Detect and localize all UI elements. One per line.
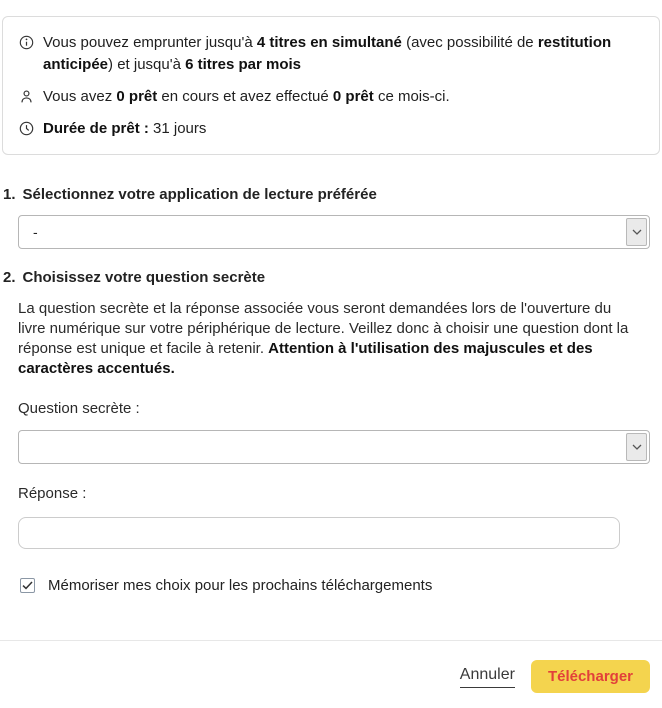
step2-number: 2. — [3, 269, 16, 286]
step1-title: Sélectionnez votre application de lecture préférée — [22, 186, 377, 203]
step2-title: Choisissez votre question secrète — [22, 269, 266, 286]
answer-input[interactable] — [18, 517, 620, 549]
loan-duration-line — [19, 118, 643, 140]
download-button[interactable]: Télécharger — [531, 660, 650, 693]
reading-app-select[interactable] — [19, 216, 649, 248]
secret-question-description: La question secrète et la réponse associée vous seront demandées lors de l'ouverture du livre numérique sur votre périphérique de lecture. Veillez donc à choisir une question dont la réponse est unique et facile à retenir. Attention à l'utilisation des majuscules et des caractères accentués. — [18, 300, 629, 377]
loan-info-box — [2, 16, 660, 155]
step1-heading — [3, 186, 650, 203]
loan-duration-text: Durée de prêt : 31 jours — [43, 120, 207, 137]
memorize-choices-row[interactable] — [20, 577, 650, 594]
cancel-button[interactable]: Annuler — [460, 666, 515, 688]
secret-question-select[interactable] — [19, 431, 649, 463]
info-icon — [19, 35, 34, 50]
step2-heading — [3, 269, 650, 286]
secret-question-label: Question secrète : — [18, 400, 140, 417]
current-loans-text: Vous avez 0 prêt en cours et avez effectué 0 prêt ce mois-ci. — [43, 88, 450, 105]
answer-label: Réponse : — [18, 485, 87, 502]
reading-app-select-wrap — [18, 215, 650, 249]
person-icon — [19, 89, 34, 104]
secret-question-select-wrap — [18, 430, 650, 464]
loan-limits-text: Vous pouvez emprunter jusqu'à 4 titres en simultané (avec possibilité de restitution anticipée) et jusqu'à 6 titres par mois — [43, 34, 612, 73]
step2-body — [18, 299, 650, 549]
footer-actions — [0, 641, 662, 708]
clock-icon — [19, 121, 34, 136]
step1-number: 1. — [3, 186, 16, 203]
loan-limits-line — [19, 32, 643, 76]
memorize-checkbox[interactable] — [20, 578, 35, 593]
memorize-checkbox-label: Mémoriser mes choix pour les prochains téléchargements — [48, 577, 433, 594]
current-loans-line — [19, 86, 643, 108]
